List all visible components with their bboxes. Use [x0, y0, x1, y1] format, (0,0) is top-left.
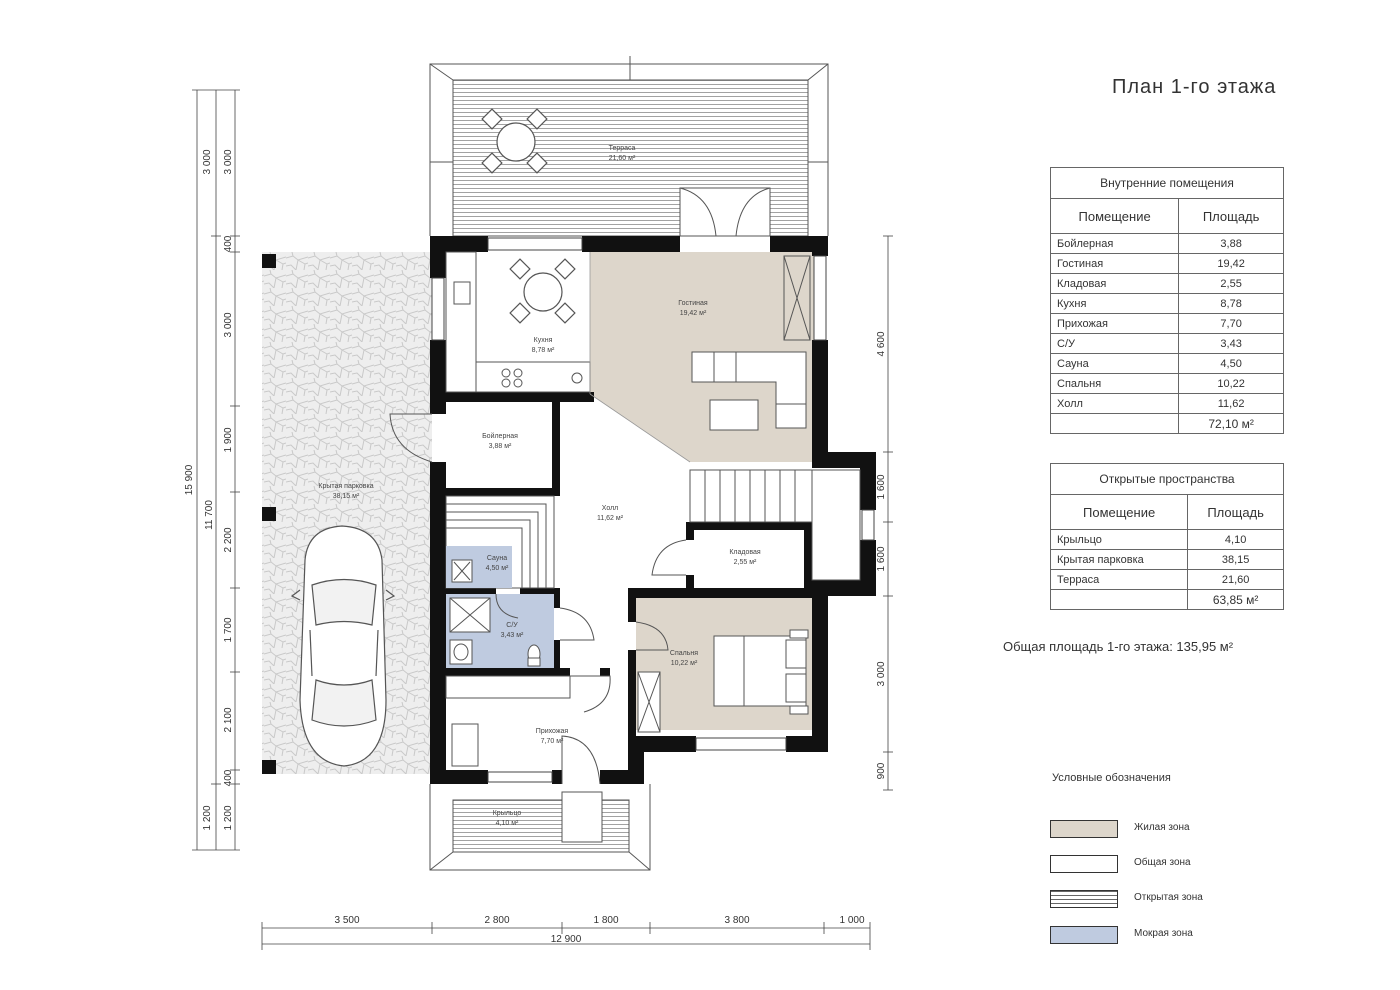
- dim-left-inner-7: 400: [223, 769, 234, 787]
- dim-left-outer: 15 900: [184, 464, 195, 496]
- room-area: 3,43: [1179, 334, 1284, 354]
- porch-deck: [453, 800, 629, 852]
- terrace-door-icon: [680, 188, 770, 236]
- room-area: 7,70: [1179, 314, 1284, 334]
- room-name: Крытая парковка: [1051, 550, 1188, 570]
- label-porch-name: Крыльцо: [492, 810, 522, 817]
- car-icon: [292, 526, 394, 766]
- open-table-caption: Открытые пространства: [1051, 464, 1284, 495]
- legend-item-common: [1050, 855, 1250, 873]
- wardrobe-icon: [638, 672, 660, 732]
- open-spaces-table: [1050, 463, 1284, 610]
- dim-left-inner-4: 2 200: [223, 527, 234, 553]
- dim-left-inner-0: 3 000: [223, 149, 234, 175]
- dim-left-outer-1: 1 200: [202, 805, 213, 831]
- label-sauna-name: Сауна: [486, 555, 508, 562]
- table-row: [1051, 354, 1284, 374]
- dim-left-outer-0: 3 000: [202, 149, 213, 175]
- dim-bottom-2: 1 800: [593, 915, 619, 926]
- table-row: [1051, 314, 1284, 334]
- label-boiler-name: Бойлерная: [482, 433, 518, 440]
- table-total-row: [1051, 590, 1284, 610]
- open-col-area: Площадь: [1188, 495, 1284, 530]
- legend-item-wet: [1050, 926, 1250, 944]
- dim-right-1: 1 600: [876, 474, 887, 500]
- label-storage-area: 2,55 м²: [733, 559, 757, 566]
- dim-left-mid: 11 700: [204, 500, 215, 530]
- room-name: Гостиная: [1051, 254, 1179, 274]
- table-row: [1051, 234, 1284, 254]
- bed-icon: [714, 630, 808, 714]
- label-living-area: 19,42 м²: [679, 310, 707, 317]
- label-bath-area: 3,43 м²: [500, 632, 524, 639]
- total-floor-area: Общая площадь 1-го этажа: 135,95 м²: [1003, 639, 1234, 654]
- legend-label: Мокрая зона: [1134, 928, 1193, 939]
- label-terrace-area: 21,60 м²: [608, 155, 636, 162]
- room-area: 19,42: [1179, 254, 1284, 274]
- room-name: Спальня: [1051, 374, 1179, 394]
- dim-right-0: 4 600: [876, 331, 887, 357]
- label-kitchen-name: Кухня: [533, 337, 553, 344]
- room-name: С/У: [1051, 334, 1179, 354]
- table-row: [1051, 550, 1284, 570]
- label-porch-area: 4,10 м²: [495, 820, 519, 827]
- label-sauna-area: 4,50 м²: [485, 565, 509, 572]
- interior-table-caption: Внутренние помещения: [1051, 168, 1284, 199]
- legend-swatch-wet: [1050, 926, 1118, 944]
- legend-title: Условные обозначения: [1052, 772, 1171, 784]
- label-parking-name: Крытая парковка: [318, 483, 374, 490]
- interior-col-room: Помещение: [1051, 199, 1179, 234]
- legend-label: Открытая зона: [1134, 892, 1203, 903]
- dim-right-4: 900: [876, 762, 887, 780]
- label-terrace-name: Терраса: [608, 145, 636, 152]
- table-row: [1051, 374, 1284, 394]
- table-total-row: [1051, 414, 1284, 434]
- table-row: [1051, 530, 1284, 550]
- legend-swatch-living: [1050, 820, 1118, 838]
- dim-bottom-0: 3 500: [334, 915, 360, 926]
- room-name: Крыльцо: [1051, 530, 1188, 550]
- room-name: Прихожая: [1051, 314, 1179, 334]
- room-name: Кухня: [1051, 294, 1179, 314]
- legend-item-open: [1050, 890, 1250, 908]
- legend-swatch-open: [1050, 890, 1118, 908]
- table-row: [1051, 274, 1284, 294]
- room-area: 21,60: [1188, 570, 1284, 590]
- interior-col-area: Площадь: [1179, 199, 1284, 234]
- table-row: [1051, 334, 1284, 354]
- room-name: Бойлерная: [1051, 234, 1179, 254]
- room-area: 2,55: [1179, 274, 1284, 294]
- dim-right-3: 3 000: [876, 661, 887, 687]
- page-title: План 1-го этажа: [1112, 76, 1277, 98]
- legend-label: Общая зона: [1134, 857, 1191, 868]
- dim-left-inner-1: 400: [223, 235, 234, 253]
- label-bedroom-name: Спальня: [669, 650, 699, 657]
- label-kitchen-area: 8,78 м²: [531, 347, 555, 354]
- label-entry-area: 7,70 м²: [540, 738, 564, 745]
- room-area: 4,10: [1188, 530, 1284, 550]
- room-area: 8,78: [1179, 294, 1284, 314]
- label-parking-area: 38,15 м²: [332, 493, 360, 500]
- dim-left-inner-3: 1 900: [223, 427, 234, 453]
- dim-bottom-4: 1 000: [839, 915, 865, 926]
- dim-left-inner-8: 1 200: [223, 805, 234, 831]
- label-storage-name: Кладовая: [729, 549, 761, 556]
- dim-bottom-3: 3 800: [724, 915, 750, 926]
- dim-left-inner-6: 2 100: [223, 707, 234, 733]
- label-boiler-area: 3,88 м²: [488, 443, 512, 450]
- table-row: [1051, 570, 1284, 590]
- room-name: Сауна: [1051, 354, 1179, 374]
- dim-bottom-1: 2 800: [484, 915, 510, 926]
- legend-swatch-common: [1050, 855, 1118, 873]
- label-entry-name: Прихожая: [535, 728, 569, 735]
- dim-left-inner-5: 1 700: [223, 617, 234, 643]
- room-name: Кладовая: [1051, 274, 1179, 294]
- dim-right-2: 1 600: [876, 546, 887, 572]
- table-row: [1051, 294, 1284, 314]
- label-hall-name: Холл: [601, 505, 619, 512]
- room-name: Терраса: [1051, 570, 1188, 590]
- room-area: 10,22: [1179, 374, 1284, 394]
- room-area: 4,50: [1179, 354, 1284, 374]
- label-bath-name: С/У: [506, 622, 518, 629]
- interior-rooms-table: [1050, 167, 1284, 434]
- sauna-bench-icon: [446, 496, 554, 588]
- label-bedroom-area: 10,22 м²: [670, 660, 698, 667]
- room-area: 38,15: [1188, 550, 1284, 570]
- porch-steps-icon: [562, 792, 602, 842]
- entry-furniture-icon: [446, 676, 570, 766]
- room-area: 11,62: [1179, 394, 1284, 414]
- label-living-name: Гостиная: [678, 300, 708, 307]
- room-name: Холл: [1051, 394, 1179, 414]
- room-area: 3,88: [1179, 234, 1284, 254]
- open-col-room: Помещение: [1051, 495, 1188, 530]
- label-hall-area: 11,62 м²: [596, 515, 624, 522]
- dim-bottom-total: 12 900: [550, 934, 582, 945]
- open-total: 63,85 м²: [1188, 590, 1284, 610]
- table-row: [1051, 394, 1284, 414]
- dim-left-inner-2: 3 000: [223, 312, 234, 338]
- legend-item-living: [1050, 820, 1250, 838]
- legend-label: Жилая зона: [1134, 822, 1190, 833]
- interior-total: 72,10 м²: [1179, 414, 1284, 434]
- table-row: [1051, 254, 1284, 274]
